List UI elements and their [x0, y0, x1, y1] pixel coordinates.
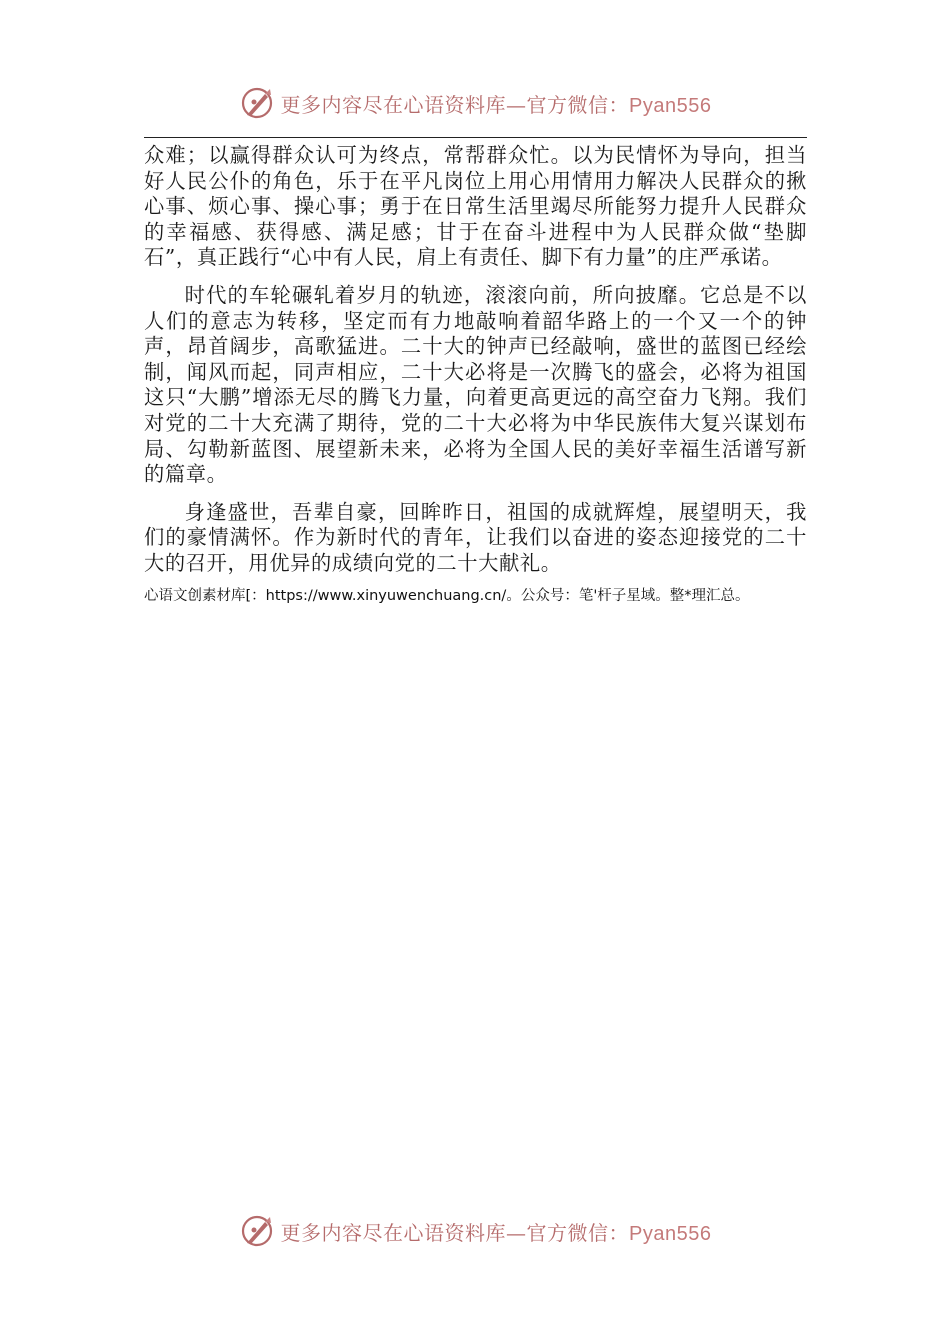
wechat-id: Pyan556	[629, 94, 712, 117]
wechat-id: Pyan556	[629, 1222, 712, 1245]
source-footnote: 心语文创素材库[：https://www.xinyuwenchuang.cn/。公众号：笔'杆子星域。整*理汇总。	[144, 587, 750, 604]
paragraph-1: 众难；以赢得群众认可为终点，常帮群众忙。以为民情怀为导向，担当好人民公仆的角色，乐于在平凡岗位上用心用情用力解决人民群众的揪心事、烦心事、操心事；勇于在日常生活里竭尽所能努力提升人民群众的幸福感、获得感、满足感；甘于在奋斗进程中为人民群众做“垫脚石”，真正践行“心中有人民，肩上有责任、脚下有力量”的庄严承诺。	[144, 143, 807, 270]
header-banner	[0, 80, 950, 126]
quill-seal-icon	[239, 1213, 275, 1249]
banner-text: 更多内容尽在心语资料库—官方微信：Pyan556	[280, 1220, 712, 1245]
paragraph-2: 时代的车轮碾轧着岁月的轨迹，滚滚向前，所向披靡。它总是不以人们的意志为转移，坚定而有力地敲响着韶华路上的一个又一个的钟声，昂首阔步，高歌猛进。二十大的钟声已经敲响，盛世的蓝图已经绘制，闻风而起，同声相应，二十大必将是一次腾飞的盛会，必将为祖国这只“大鹏”增添无尽的腾飞力量，向着更高更远的高空奋力飞翔。我们对党的二十大充满了期待，党的二十大必将为中华民族伟大复兴谋划布局、勾勒新蓝图、展望新未来，必将为全国人民的美好幸福生活谱写新的篇章。	[144, 282, 807, 487]
quill-seal-icon	[239, 85, 275, 121]
banner-text: 更多内容尽在心语资料库—官方微信：Pyan556	[280, 92, 712, 117]
document-body	[144, 143, 807, 606]
header-divider	[144, 137, 807, 138]
footer-banner	[0, 1208, 950, 1254]
paragraph-3: 身逢盛世，吾辈自豪，回眸昨日，祖国的成就辉煌，展望明天，我们的豪情满怀。作为新时代的青年，让我们以奋进的姿态迎接党的二十大的召开，用优异的成绩向党的二十大献礼。	[144, 499, 807, 575]
